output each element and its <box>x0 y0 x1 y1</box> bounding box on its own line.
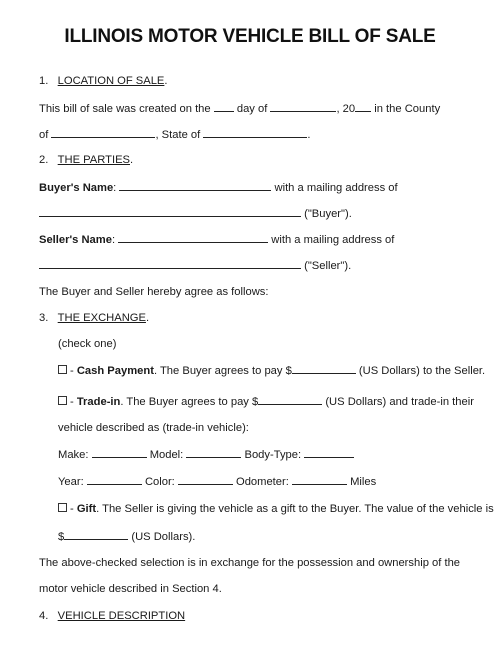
year-blank[interactable] <box>87 474 142 485</box>
document-title: ILLINOIS MOTOR VEHICLE BILL OF SALE <box>64 26 436 47</box>
heading-period: . <box>130 154 134 166</box>
date-text-2: day of <box>236 103 268 115</box>
trade-in-label: Trade-in <box>76 396 121 408</box>
section-title: THE EXCHANGE <box>57 312 146 324</box>
section-number: 4. <box>39 610 49 622</box>
year-blank[interactable] <box>355 101 371 112</box>
model-label: Model: <box>149 449 184 461</box>
section-number: 3. <box>39 312 49 324</box>
state-text: , State of <box>155 129 201 141</box>
heading-period: . <box>164 75 168 87</box>
colon: : <box>113 182 117 194</box>
seller-name-blank[interactable] <box>118 232 268 243</box>
section-number: 1. <box>39 75 49 87</box>
trade-in-description: vehicle described as (trade-in vehicle): <box>58 422 249 434</box>
dash: - <box>70 503 77 515</box>
year-label: Year: <box>58 476 84 488</box>
county-text: in the County <box>374 103 441 115</box>
heading-period: . <box>145 312 150 324</box>
gift-value-blank[interactable] <box>64 529 128 540</box>
trade-in-checkbox[interactable] <box>58 396 67 405</box>
dash: - <box>70 365 77 377</box>
cash-payment-checkbox[interactable] <box>58 365 67 374</box>
trade-amount-blank[interactable] <box>258 394 322 405</box>
trade-text-1: . The Buyer agrees to pay $ <box>120 396 259 408</box>
make-model-body-line <box>58 447 354 462</box>
seller-name-line <box>39 232 394 247</box>
section-2-heading <box>39 153 133 167</box>
of-text: of <box>39 129 49 141</box>
buyer-address-line <box>39 206 352 221</box>
year-color-odometer-line <box>58 474 376 489</box>
seller-address-blank[interactable] <box>39 258 301 269</box>
sale-date-line <box>39 101 440 116</box>
colon: : <box>111 234 116 246</box>
make-blank[interactable] <box>92 447 147 458</box>
color-blank[interactable] <box>178 474 233 485</box>
county-blank[interactable] <box>51 127 155 138</box>
mailing-address-text: with a mailing address of <box>274 182 398 194</box>
model-blank[interactable] <box>186 447 241 458</box>
state-blank[interactable] <box>203 127 307 138</box>
dollar-sign: $ <box>58 531 65 543</box>
mailing-address-text: with a mailing address of <box>271 234 395 246</box>
cash-amount-blank[interactable] <box>292 363 356 374</box>
buyer-name-blank[interactable] <box>119 180 271 191</box>
section-4-heading <box>39 609 185 623</box>
seller-address-line <box>39 258 351 273</box>
buyer-role-text: ("Buyer"). <box>304 208 352 220</box>
period: . <box>307 129 311 141</box>
date-text-1: This bill of sale was created on the <box>39 103 211 115</box>
cash-payment-option <box>58 363 485 378</box>
gift-text: . The Seller is giving the vehicle as a gift to the Buyer. The value of the vehicle is <box>96 503 494 515</box>
check-one-note: (check one) <box>58 338 117 350</box>
county-state-line <box>39 127 310 142</box>
gift-checkbox[interactable] <box>58 503 67 512</box>
color-label: Color: <box>144 476 175 488</box>
us-dollars-text: (US Dollars). <box>131 531 196 543</box>
gift-label: Gift <box>76 503 97 515</box>
body-type-label: Body-Type: <box>244 449 302 461</box>
section-1-heading <box>39 74 168 88</box>
odometer-label: Odometer: <box>236 476 289 488</box>
year-prefix: , 20 <box>336 103 356 115</box>
cash-text-1: . The Buyer agrees to pay $ <box>153 365 292 377</box>
odometer-blank[interactable] <box>292 474 347 485</box>
section-number: 2. <box>39 154 49 166</box>
cash-payment-label: Cash Payment <box>76 365 154 377</box>
exchange-statement-2: motor vehicle described in Section 4. <box>39 583 222 595</box>
exchange-statement-1: The above-checked selection is in exchange for the possession and ownership of the <box>39 557 461 569</box>
miles-label: Miles <box>350 476 377 488</box>
day-blank[interactable] <box>214 101 234 112</box>
section-title: VEHICLE DESCRIPTION <box>57 610 186 622</box>
section-3-heading <box>39 311 149 325</box>
buyer-name-label: Buyer's Name <box>39 182 114 194</box>
gift-option <box>58 502 494 516</box>
agreement-statement: The Buyer and Seller hereby agree as follows: <box>39 286 269 298</box>
buyer-name-line <box>39 180 398 195</box>
buyer-address-blank[interactable] <box>39 206 301 217</box>
seller-name-label: Seller's Name <box>39 234 112 246</box>
section-title: LOCATION OF SALE <box>57 75 165 87</box>
make-label: Make: <box>58 449 89 461</box>
seller-role-text: ("Seller"). <box>304 260 352 272</box>
trade-in-option <box>58 394 474 409</box>
cash-text-2: (US Dollars) to the Seller. <box>358 365 486 377</box>
dash: - <box>70 396 77 408</box>
section-title: THE PARTIES <box>57 154 130 166</box>
gift-value-line <box>58 529 195 544</box>
month-blank[interactable] <box>270 101 336 112</box>
trade-text-2: (US Dollars) and trade-in their <box>325 396 474 408</box>
body-type-blank[interactable] <box>304 447 354 458</box>
